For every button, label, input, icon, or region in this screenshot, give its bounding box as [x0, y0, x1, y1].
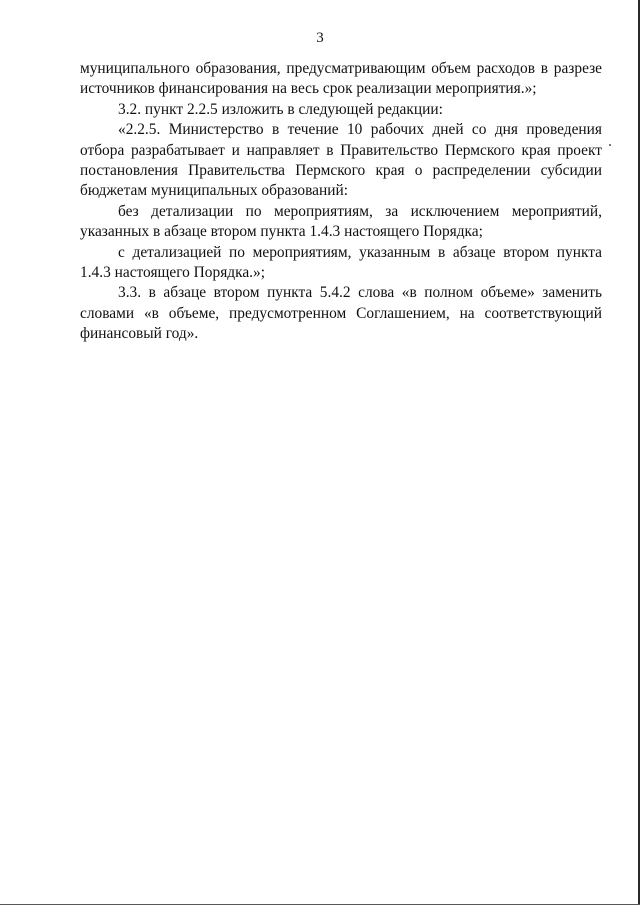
page-number: 3	[316, 30, 324, 46]
scan-speck	[609, 144, 611, 146]
paragraph-continuation: муниципального образования, предусматривающим объем расходов в разрезе источников финансирования на весь срок реализации мероприятия.»;	[80, 60, 602, 98]
paragraph-with-detail: с детализацией по мероприятиям, указанным в абзаце втором пункта 1.4.3 настоящего Порядка.»;	[80, 243, 602, 282]
paragraph-item-3-3: 3.3. в абзаце втором пункта 5.4.2 слова «в полном объеме» заменить словами «в объеме, предусмотренном Соглашением, на соответствующий финансовый год».	[80, 284, 602, 343]
document-body	[80, 59, 602, 345]
paragraph-item-3-2: 3.2. пункт 2.2.5 изложить в следующей редакции:	[118, 100, 443, 118]
paragraph-clause-2-2-5: «2.2.5. Министерство в течение 10 рабочих дней со дня проведения отбора разрабатывает и направляет в Правительство Пермского края проект постановления Правительства Пермского края о распределении субсидии бюджетам муниципальных образований:	[80, 121, 602, 200]
paragraph-without-detail: без детализации по мероприятиям, за исключением мероприятий, указанных в абзаце втором пункта 1.4.3 настоящего Порядка;	[80, 202, 602, 241]
